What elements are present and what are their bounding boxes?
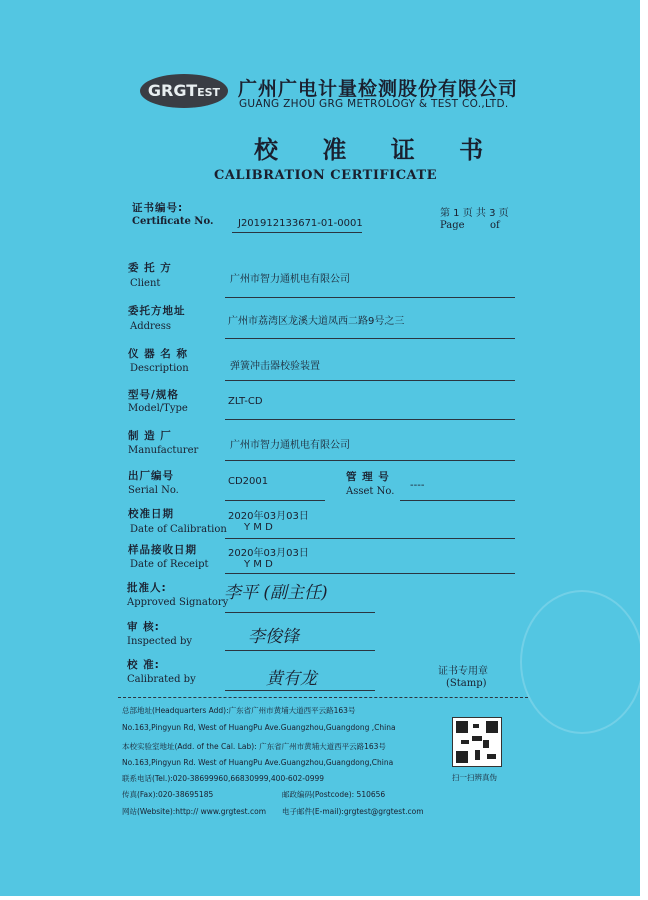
- grg-logo: [140, 74, 228, 108]
- page-info-cn: 第 1 页 共 3 页: [440, 208, 509, 219]
- asset-value: ----: [410, 480, 425, 491]
- address-label-cn: 委托方地址: [128, 305, 186, 317]
- approved-underline: [225, 612, 375, 613]
- footer-fax: 传真(Fax):020-38695185: [122, 790, 214, 799]
- footer-lab-en: No.163,Pingyun Rd. West of HuangPu Ave.Guangzhou,Guangdong,China: [122, 758, 394, 767]
- address-value: 广州市荔湾区龙溪大道凤西二路9号之三: [228, 316, 405, 327]
- description-label-cn: 仪 器 名 称: [128, 348, 188, 360]
- address-label-en: Address: [130, 321, 171, 332]
- inspected-label-cn: 审 核:: [127, 621, 160, 633]
- client-label-en: Client: [130, 278, 161, 289]
- title-en: CALIBRATION CERTIFICATE: [214, 168, 438, 183]
- manufacturer-value: 广州市智力通机电有限公司: [230, 440, 350, 451]
- approved-label-cn: 批准人:: [127, 582, 167, 594]
- calibrated-underline: [225, 690, 375, 691]
- serial-value: CD2001: [228, 476, 269, 487]
- footer-divider: [118, 697, 528, 698]
- qr-caption: 扫一扫辨真伪: [452, 773, 497, 782]
- footer-hq-en: No.163,Pingyun Rd, West of HuangPu Ave.Guangzhou,Guangdong ,China: [122, 723, 396, 732]
- manufacturer-label-en: Manufacturer: [128, 445, 199, 456]
- description-label-en: Description: [130, 363, 189, 374]
- receipt-date-underline: [225, 573, 515, 574]
- inspected-signature: 李俊锋: [248, 627, 299, 647]
- calib-date-ymd: Y M D: [244, 522, 273, 533]
- address-underline: [225, 338, 515, 339]
- calib-date-label-en: Date of Calibration: [130, 524, 227, 535]
- footer-lab-cn: 本校实验室地址(Add. of the Cal. Lab): 广东省广州市黄埔大道西平云路163号: [122, 742, 386, 751]
- manufacturer-label-cn: 制 造 厂: [128, 430, 172, 442]
- approved-label-en: Approved Signatory: [127, 597, 229, 608]
- calibrated-label-cn: 校 准:: [127, 659, 160, 671]
- company-name-en: GUANG ZHOU GRG METROLOGY & TEST CO.,LTD.: [239, 98, 509, 110]
- calibrated-label-en: Calibrated by: [127, 674, 196, 685]
- calib-date-label-cn: 校准日期: [128, 508, 174, 520]
- calib-date-underline: [225, 538, 515, 539]
- asset-underline: [400, 500, 515, 501]
- page-info-page: Page: [440, 220, 465, 231]
- model-underline: [225, 419, 515, 420]
- model-label-en: Model/Type: [128, 403, 188, 414]
- asset-label-en: Asset No.: [346, 486, 395, 497]
- company-name-cn: 广州广电计量检测股份有限公司: [238, 78, 519, 100]
- footer-hq-cn: 总部地址(Headquarters Add):广东省广州市黄埔大道西平云路163号: [122, 706, 356, 715]
- title-cn: 校 准 证 书: [254, 136, 502, 164]
- model-label-cn: 型号/规格: [128, 389, 179, 401]
- inspected-label-en: Inspected by: [127, 636, 193, 647]
- description-underline: [225, 380, 515, 381]
- client-value: 广州市智力通机电有限公司: [230, 274, 350, 285]
- model-value: ZLT-CD: [228, 396, 263, 407]
- client-underline: [225, 297, 515, 298]
- serial-label-cn: 出厂编号: [128, 470, 174, 482]
- footer-email: 电子邮件(E-mail):grgtest@grgtest.com: [282, 807, 424, 816]
- inspected-underline: [225, 650, 375, 651]
- logo-main: GRGT: [147, 81, 198, 100]
- asset-label-cn: 管 理 号: [346, 471, 390, 483]
- approved-signature: 李平 (副主任): [224, 583, 328, 603]
- page-info-of: of: [490, 220, 500, 231]
- serial-underline: [225, 500, 325, 501]
- stamp-label-cn: 证书专用章: [438, 666, 488, 677]
- client-label-cn: 委 托 方: [128, 262, 172, 274]
- cert-no-label-cn: 证书编号:: [132, 202, 184, 214]
- calibrated-signature: 黄有龙: [266, 669, 317, 689]
- receipt-date-label-en: Date of Receipt: [130, 559, 209, 570]
- logo-small: EST: [197, 86, 221, 99]
- description-value: 弹簧冲击器校验装置: [230, 361, 320, 372]
- serial-label-en: Serial No.: [128, 485, 179, 496]
- cert-no-underline: [232, 232, 362, 233]
- watermark-stamp: [520, 590, 644, 734]
- footer-website: 网站(Website):http:// www.grgtest.com: [122, 807, 267, 816]
- footer-tel: 联系电话(Tel.):020-38699960,66830999,400-602-0999: [122, 774, 325, 783]
- footer-postcode: 邮政编码(Postcode): 510656: [282, 790, 386, 799]
- cert-no-label-en: Certificate No.: [132, 216, 214, 227]
- qr-code: [452, 717, 502, 767]
- receipt-date-label-cn: 样品接收日期: [128, 544, 197, 556]
- receipt-date-value: 2020年03月03日: [228, 548, 309, 559]
- calib-date-value: 2020年03月03日: [228, 511, 309, 522]
- receipt-date-ymd: Y M D: [244, 559, 273, 570]
- manufacturer-underline: [225, 460, 515, 461]
- cert-no-value: J201912133671-01-0001: [238, 218, 363, 229]
- stamp-label-en: (Stamp): [446, 678, 487, 689]
